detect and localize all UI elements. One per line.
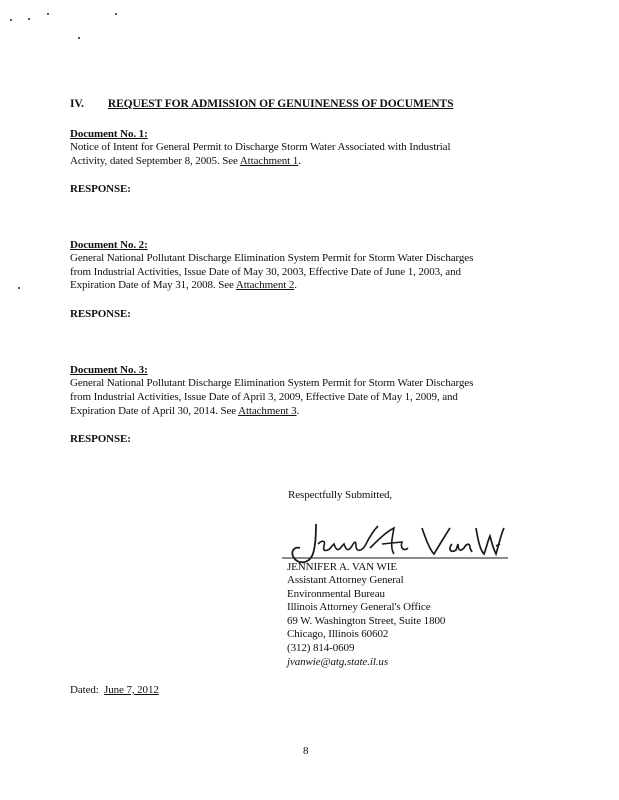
signer-city: Chicago, Illinois 60602 (287, 628, 389, 640)
section-number: IV. (70, 98, 84, 110)
page-number: 8 (303, 745, 309, 757)
scan-speck (115, 13, 117, 15)
closing-salutation: Respectfully Submitted, (288, 489, 393, 501)
signer-phone: (312) 814-0609 (287, 642, 355, 654)
attachment-3-link[interactable]: Attachment 3 (238, 405, 297, 417)
document-2-text-line: Expiration Date of May 31, 2008. See Attachment 2. (70, 279, 297, 291)
section-heading (70, 98, 453, 110)
signer-name: JENNIFER A. VAN WIE (287, 561, 397, 573)
document-3-text-line: Expiration Date of April 30, 2014. See Attachment 3. (70, 405, 300, 417)
signer-office: Illinois Attorney General's Office (287, 601, 431, 613)
document-3-text-line: from Industrial Activities, Issue Date of April 3, 2009, Effective Date of May 1, 2009, and (70, 391, 458, 403)
document-2-text-line: from Industrial Activities, Issue Date of May 30, 2003, Effective Date of June 1, 2003, and (70, 266, 461, 278)
document-1-label: Document No. 1: (70, 128, 148, 140)
scan-speck (78, 37, 80, 39)
document-2-response-label: RESPONSE: (70, 308, 131, 320)
scan-speck (10, 19, 12, 21)
dated-line (70, 684, 159, 696)
dated-date: June 7, 2012 (104, 684, 159, 696)
document-3-response-label: RESPONSE: (70, 433, 131, 445)
document-2-text-line: General National Pollutant Discharge Elimination System Permit for Storm Water Discharges (70, 252, 474, 264)
signature-stroke (422, 528, 472, 554)
section-title: REQUEST FOR ADMISSION OF GENUINENESS OF DOCUMENTS (107, 98, 454, 110)
document-3-text-line: General National Pollutant Discharge Elimination System Permit for Storm Water Discharges (70, 377, 474, 389)
scan-speck (28, 18, 30, 20)
signature-stroke (476, 528, 504, 554)
scan-speck (47, 13, 49, 15)
signer-title: Assistant Attorney General (287, 574, 404, 586)
document-1-text-line: Notice of Intent for General Permit to Discharge Storm Water Associated with Industrial (70, 141, 451, 153)
scan-speck (18, 287, 20, 289)
signer-bureau: Environmental Bureau (287, 588, 385, 600)
document-1-text-line: Activity, dated September 8, 2005. See Attachment 1. (70, 155, 301, 167)
signature-stroke (370, 528, 408, 554)
document-1-response-label: RESPONSE: (70, 183, 131, 195)
signature-stroke (318, 526, 378, 551)
signer-street: 69 W. Washington Street, Suite 1800 (287, 615, 446, 627)
document-3-label: Document No. 3: (70, 364, 148, 376)
signer-email[interactable]: jvanwie@atg.state.il.us (287, 656, 389, 668)
document-2-label: Document No. 2: (70, 239, 148, 251)
attachment-1-link[interactable]: Attachment 1 (239, 155, 299, 167)
signature-stroke (292, 524, 316, 562)
dated-label: Dated: (70, 684, 99, 696)
attachment-2-link[interactable]: Attachment 2 (235, 279, 295, 291)
